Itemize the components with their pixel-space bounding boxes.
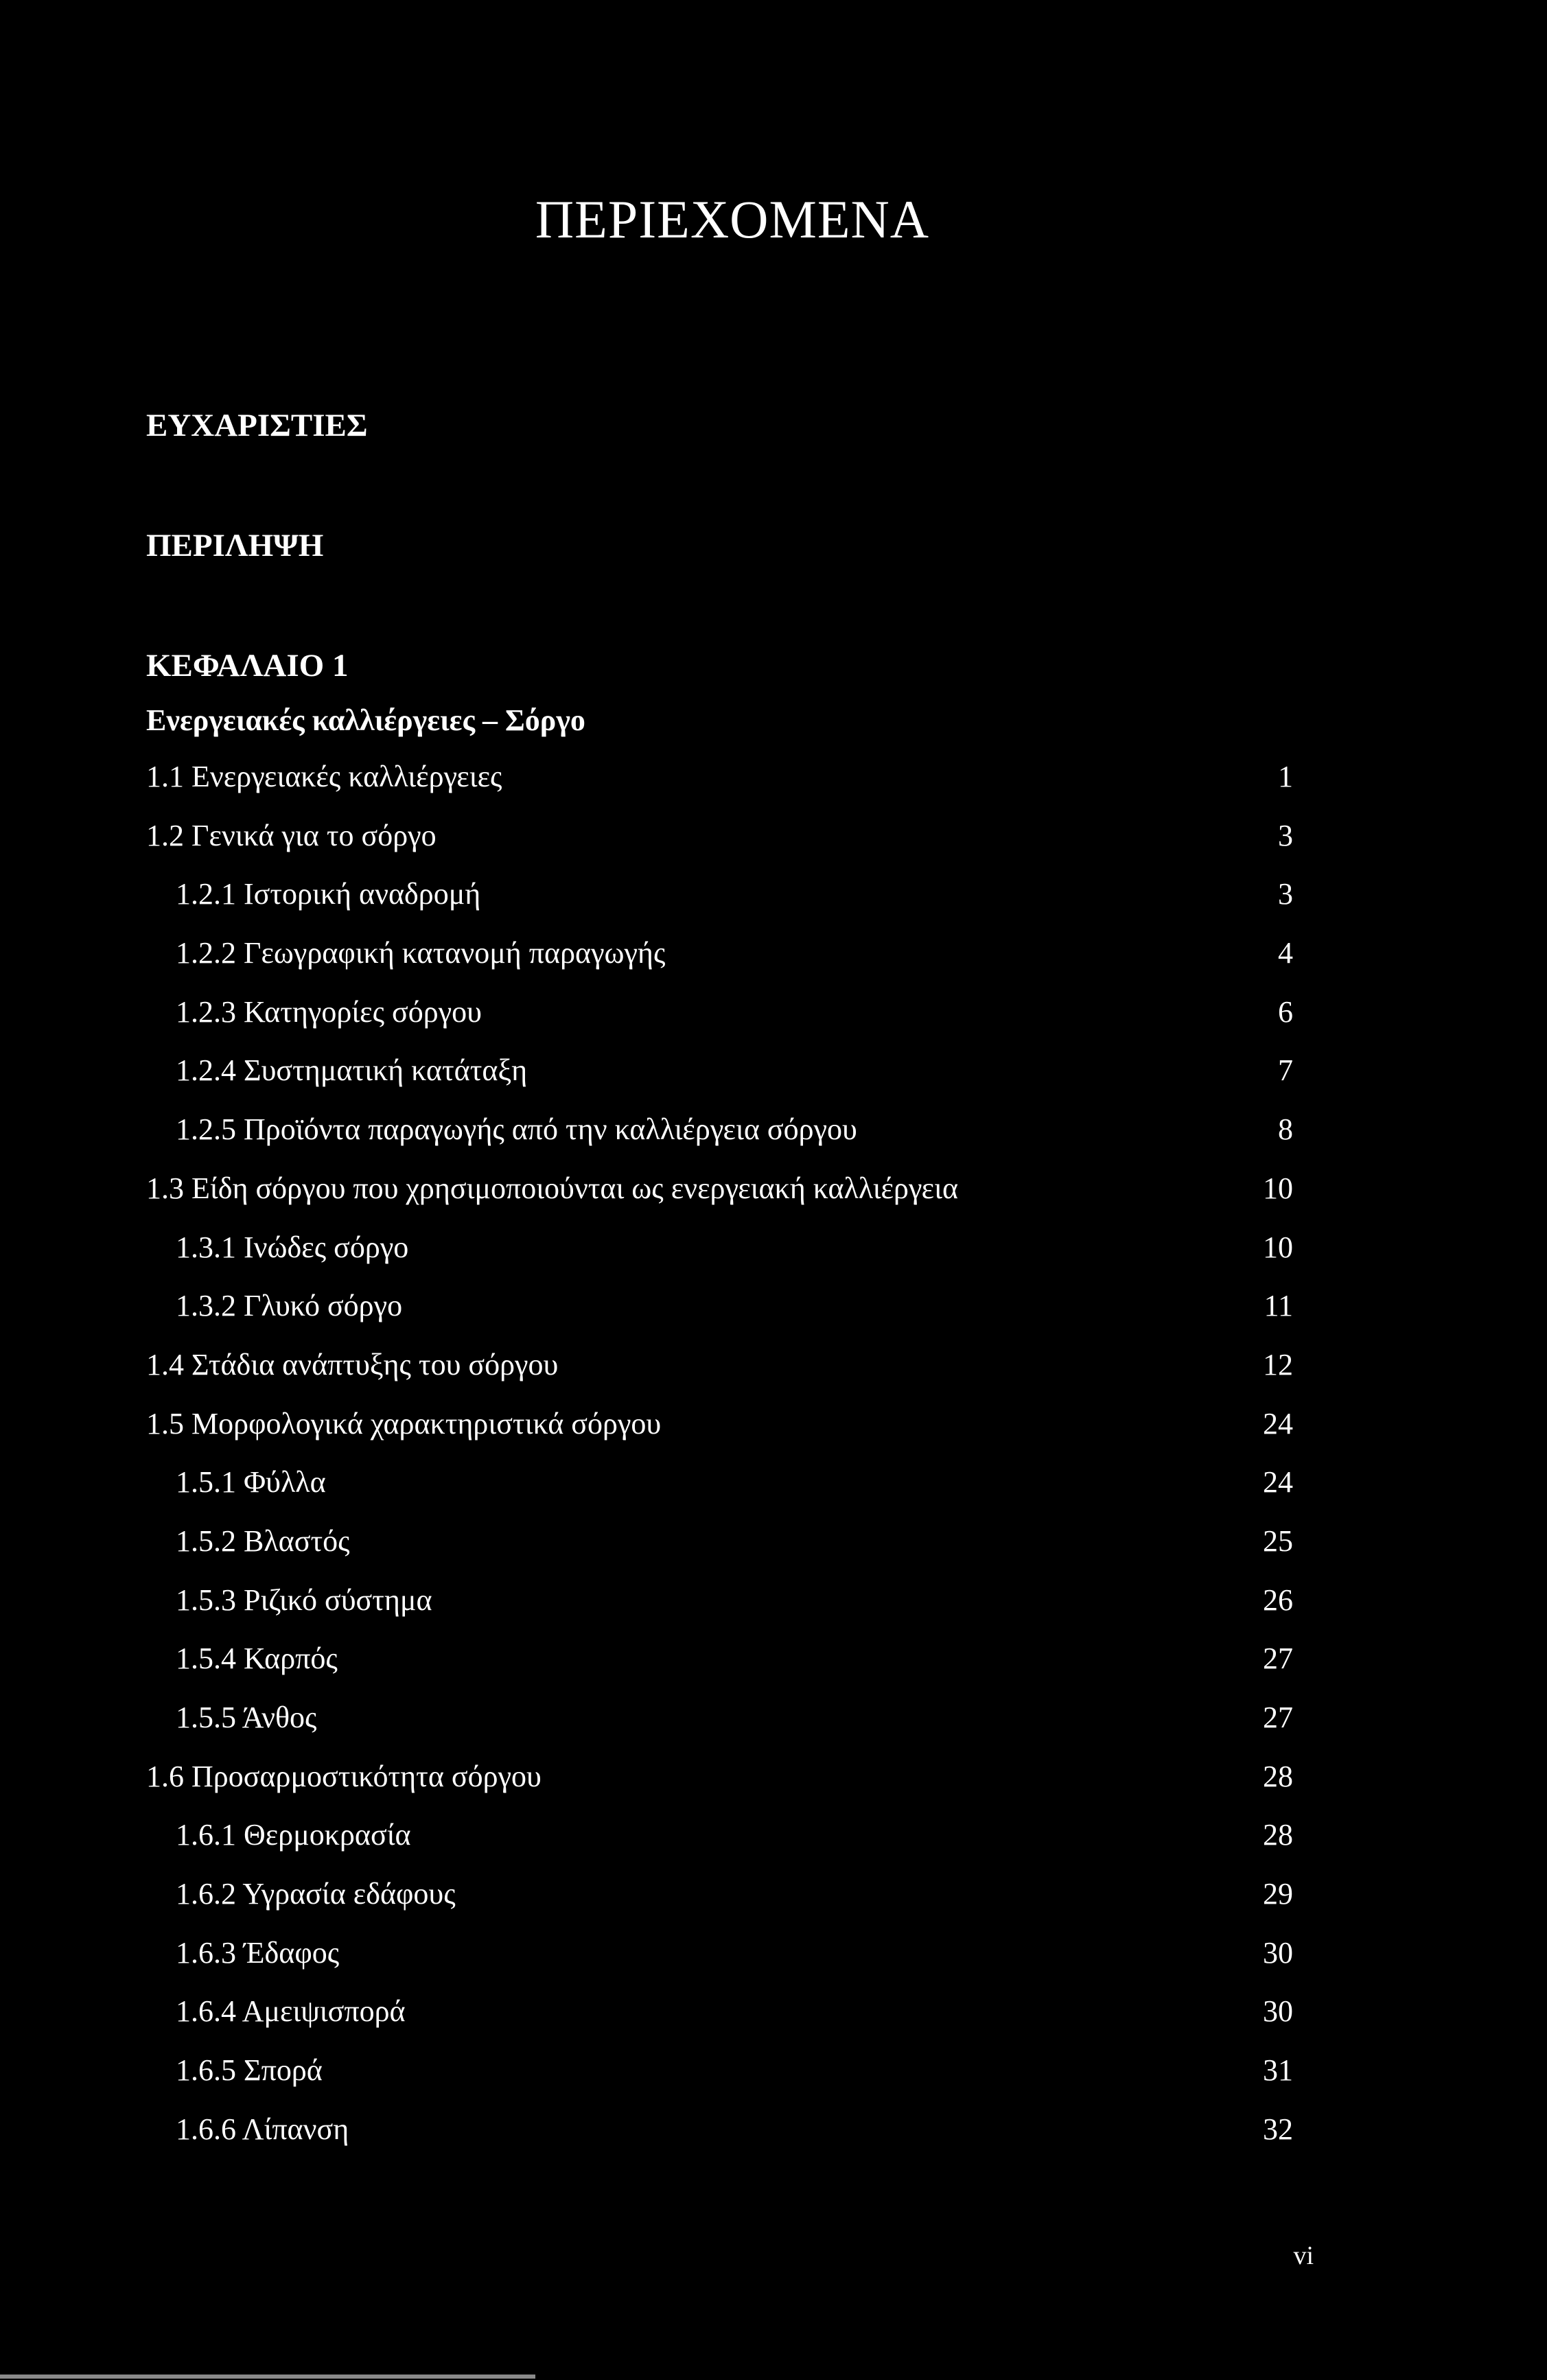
toc-entry-page: 11 <box>1264 1289 1293 1323</box>
toc-entry-page: 25 <box>1263 1524 1293 1558</box>
toc-entry-title: 1.6.1 Θερμοκρασία <box>176 1818 411 1852</box>
toc-entry <box>0 1580 1547 1639</box>
toc-entry-page: 10 <box>1263 1171 1293 1205</box>
toc-entry-title: 1.5 Μορφολογικά χαρακτηριστικά σόργου <box>146 1406 662 1440</box>
toc-entry <box>0 1521 1547 1580</box>
toc-entry-page: 26 <box>1263 1583 1293 1617</box>
toc-entry-page: 10 <box>1263 1230 1293 1264</box>
toc-entry <box>0 1991 1547 2050</box>
toc-entry-title: 1.2.2 Γεωγραφική κατανομή παραγωγής <box>176 936 666 970</box>
toc-entry <box>0 874 1547 933</box>
chapter-subtitle: Ενεργειακές καλλιέργειες – Σόργο <box>146 703 585 737</box>
toc-entry-page: 28 <box>1263 1818 1293 1852</box>
toc-entry <box>0 756 1547 815</box>
toc-entry <box>0 1285 1547 1344</box>
toc-entry-title: 1.2 Γενικά για το σόργο <box>146 818 437 852</box>
toc-entry <box>0 1697 1547 1756</box>
toc-entry-page: 4 <box>1278 936 1293 970</box>
toc-entry-title: 1.6.6 Λίπανση <box>176 2112 349 2146</box>
toc-entry-title: 1.3 Είδη σόργου που χρησιμοποιούνται ως ενεργειακή καλλιέργεια <box>146 1171 959 1205</box>
toc-entry-page: 3 <box>1278 818 1293 852</box>
toc-entry-title: 1.5.1 Φύλλα <box>176 1465 326 1500</box>
chapter-label: ΚΕΦΑΛΑΙΟ 1 <box>146 648 349 684</box>
toc-entry-title: 1.6.5 Σπορά <box>176 2053 323 2088</box>
toc-entry <box>0 1109 1547 1168</box>
toc-entry-page: 8 <box>1278 1112 1293 1147</box>
page-number: vi <box>1293 2241 1314 2270</box>
toc-entry-page: 3 <box>1278 877 1293 911</box>
toc-entry <box>0 2109 1547 2168</box>
toc-entry-title: 1.2.4 Συστηματική κατάταξη <box>176 1053 528 1088</box>
toc-entry-title: 1.3.2 Γλυκό σόργο <box>176 1289 403 1323</box>
toc-entry-title: 1.6 Προσαρμοστικότητα σόργου <box>146 1759 542 1793</box>
toc-entry-page: 1 <box>1278 760 1293 793</box>
toc-entry <box>0 1168 1547 1227</box>
table-of-contents <box>0 756 1547 2168</box>
toc-entry-title: 1.6.2 Υγρασία εδάφους <box>176 1877 456 1911</box>
toc-entry <box>0 1756 1547 1815</box>
toc-entry-page: 27 <box>1263 1642 1293 1676</box>
toc-entry-title: 1.2.1 Ιστορική αναδρομή <box>176 877 481 911</box>
toc-entry <box>0 1874 1547 1933</box>
toc-entry-title: 1.6.4 Αμειψισπορά <box>176 1994 406 2029</box>
toc-entry-page: 30 <box>1263 1935 1293 1970</box>
toc-entry <box>0 1344 1547 1403</box>
toc-entry-page: 24 <box>1263 1406 1293 1440</box>
page-title: ΠΕΡΙΕΧΟΜΕΝΑ <box>535 189 930 249</box>
toc-entry <box>0 1403 1547 1462</box>
toc-entry-page: 30 <box>1263 1994 1293 2029</box>
toc-entry-title: 1.4 Στάδια ανάπτυξης του σόργου <box>146 1347 559 1381</box>
toc-entry <box>0 1638 1547 1697</box>
toc-entry-page: 28 <box>1263 1759 1293 1793</box>
front-matter-abstract: ΠΕΡΙΛΗΨΗ <box>146 528 324 563</box>
toc-entry-page: 27 <box>1263 1701 1293 1734</box>
toc-entry <box>0 1933 1547 1992</box>
toc-entry <box>0 1050 1547 1109</box>
toc-entry <box>0 815 1547 874</box>
toc-entry-page: 31 <box>1263 2053 1293 2088</box>
toc-entry-page: 6 <box>1278 994 1293 1029</box>
toc-entry-title: 1.5.4 Καρπός <box>176 1642 338 1676</box>
toc-entry <box>0 2050 1547 2109</box>
toc-entry <box>0 933 1547 992</box>
toc-entry-title: 1.5.2 Βλαστός <box>176 1524 350 1558</box>
toc-entry-page: 24 <box>1263 1465 1293 1500</box>
toc-entry-page: 32 <box>1263 2112 1293 2146</box>
toc-entry-page: 29 <box>1263 1877 1293 1911</box>
toc-entry <box>0 1227 1547 1286</box>
toc-entry-title: 1.5.5 Άνθος <box>176 1701 317 1734</box>
toc-entry-title: 1.5.3 Ριζικό σύστημα <box>176 1583 432 1617</box>
toc-entry-title: 1.2.5 Προϊόντα παραγωγής από την καλλιέργεια σόργου <box>176 1112 857 1147</box>
toc-entry-page: 7 <box>1278 1053 1293 1088</box>
scan-edge-line <box>0 2375 535 2379</box>
toc-entry <box>0 992 1547 1051</box>
toc-entry-title: 1.3.1 Ινώδες σόργο <box>176 1230 409 1264</box>
toc-entry-page: 12 <box>1263 1347 1293 1381</box>
toc-entry <box>0 1462 1547 1521</box>
front-matter-acknowledgements: ΕΥΧΑΡΙΣΤΙΕΣ <box>146 408 368 443</box>
toc-entry-title: 1.2.3 Κατηγορίες σόργου <box>176 994 482 1029</box>
toc-entry <box>0 1815 1547 1874</box>
toc-entry-title: 1.6.3 Έδαφος <box>176 1935 340 1970</box>
toc-entry-title: 1.1 Ενεργειακές καλλιέργειες <box>146 760 502 793</box>
